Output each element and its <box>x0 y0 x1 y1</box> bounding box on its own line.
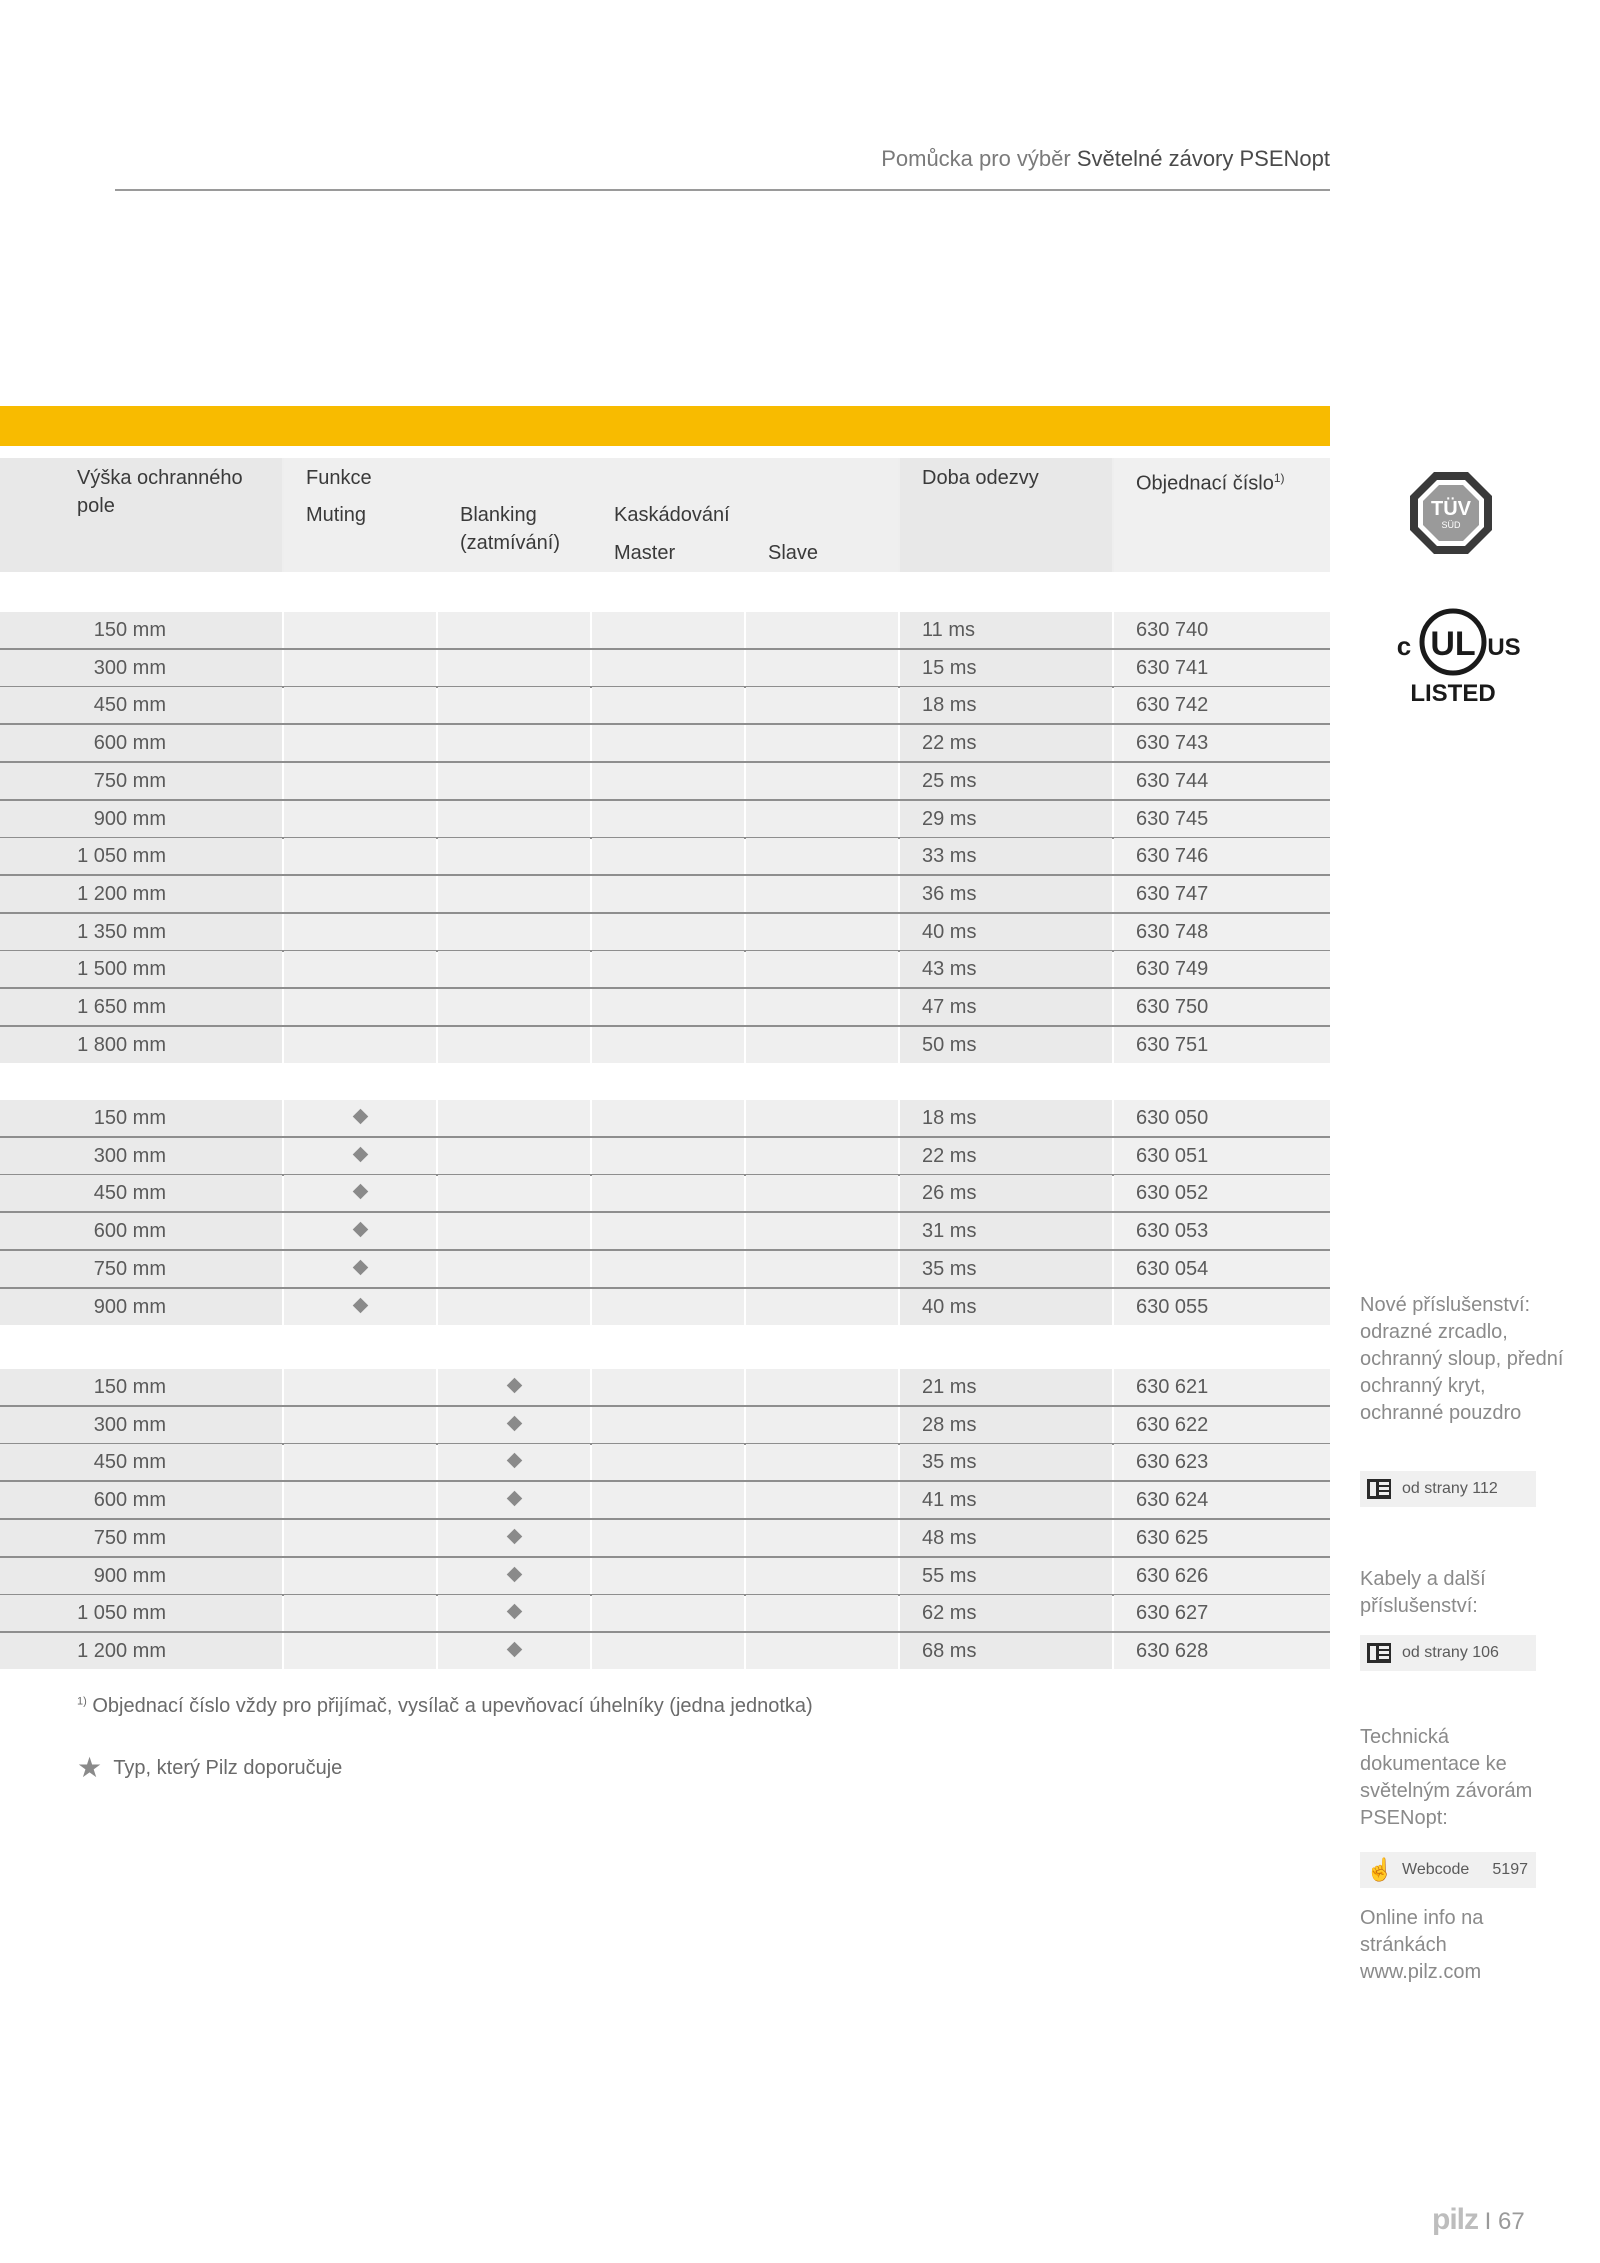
cell-blanking <box>438 763 590 799</box>
catalog-icon <box>1366 1641 1392 1665</box>
cell-response-time: 55 ms <box>900 1558 1112 1594</box>
cell-master <box>592 951 744 987</box>
cell-response-time: 35 ms <box>900 1251 1112 1287</box>
cell-height: 300 mm <box>0 1407 282 1443</box>
cell-height: 1 800 mm <box>0 1027 282 1063</box>
cell-order-number: 630 747 <box>1114 876 1330 912</box>
cell-blanking <box>438 1520 590 1556</box>
cell-blanking <box>438 1027 590 1063</box>
cell-height: 150 mm <box>0 612 282 648</box>
cell-master <box>592 1558 744 1594</box>
cell-blanking <box>438 1289 590 1325</box>
cell-height: 900 mm <box>0 1289 282 1325</box>
table-row <box>0 725 1330 761</box>
ul-us: US <box>1487 634 1521 661</box>
sidebar-accessories-text: Nové příslušenství: odrazné zrcadlo, ochranný sloup, přední ochranný kryt, ochranné pouzdro <box>1360 1294 1564 1424</box>
cell-height: 1 200 mm <box>0 1633 282 1669</box>
header-objednaci-sup: 1) <box>1273 471 1285 485</box>
webcode-value: 5197 <box>1492 1861 1528 1878</box>
cell-slave <box>746 1251 898 1287</box>
table-row <box>0 1027 1330 1063</box>
cell-blanking <box>438 1444 590 1480</box>
table-row <box>0 1520 1330 1556</box>
header-master: Master <box>614 542 676 564</box>
table-row <box>0 951 1330 987</box>
cell-height: 1 350 mm <box>0 914 282 950</box>
cables-ref-link[interactable] <box>1360 1635 1536 1671</box>
cell-response-time: 35 ms <box>900 1444 1112 1480</box>
cell-master <box>592 914 744 950</box>
cell-blanking <box>438 1558 590 1594</box>
cell-slave <box>746 1558 898 1594</box>
cell-master <box>592 687 744 723</box>
cell-order-number: 630 740 <box>1114 612 1330 648</box>
cell-muting <box>284 951 436 987</box>
header-rule <box>115 189 1330 191</box>
diamond-icon <box>506 1415 522 1431</box>
cell-height: 750 mm <box>0 1520 282 1556</box>
footnote-text: Objednací číslo vždy pro přijímač, vysílač a upevňovací úhelníky (jedna jednotka) <box>92 1695 813 1717</box>
cell-blanking <box>438 1213 590 1249</box>
cell-height: 1 650 mm <box>0 989 282 1025</box>
cell-muting <box>284 1138 436 1174</box>
cell-muting <box>284 650 436 686</box>
cell-response-time: 43 ms <box>900 951 1112 987</box>
cell-height: 1 500 mm <box>0 951 282 987</box>
tuv-line2: SÜD <box>1441 520 1461 530</box>
cell-order-number: 630 626 <box>1114 1558 1330 1594</box>
header-muting: Muting <box>306 504 367 526</box>
cables-ref-label: od strany 106 <box>1402 1644 1499 1661</box>
header-height: Výška ochranného pole <box>77 467 243 517</box>
diamond-icon <box>506 1604 522 1620</box>
cell-blanking <box>438 1407 590 1443</box>
table-row <box>0 838 1330 874</box>
cell-slave <box>746 1407 898 1443</box>
diamond-icon <box>506 1378 522 1394</box>
cell-blanking <box>438 1100 590 1136</box>
pilz-logo: pilz <box>1432 2203 1478 2236</box>
cell-muting <box>284 1633 436 1669</box>
cell-master <box>592 725 744 761</box>
cell-slave <box>746 763 898 799</box>
cell-slave <box>746 687 898 723</box>
cell-order-number: 630 627 <box>1114 1595 1330 1631</box>
cell-master <box>592 838 744 874</box>
diamond-icon <box>352 1109 368 1125</box>
cell-muting <box>284 876 436 912</box>
cell-master <box>592 1213 744 1249</box>
webcode-label: Webcode <box>1402 1861 1470 1878</box>
cell-response-time: 62 ms <box>900 1595 1112 1631</box>
diamond-icon <box>506 1642 522 1658</box>
cell-muting <box>284 801 436 837</box>
cell-height: 300 mm <box>0 1138 282 1174</box>
star-icon: ★ <box>77 1752 103 1783</box>
cell-order-number: 630 622 <box>1114 1407 1330 1443</box>
cell-master <box>592 1027 744 1063</box>
cell-response-time: 68 ms <box>900 1633 1112 1669</box>
cell-master <box>592 1289 744 1325</box>
webcode-link[interactable] <box>1360 1852 1536 1888</box>
table-row <box>0 989 1330 1025</box>
cell-order-number: 630 741 <box>1114 650 1330 686</box>
cell-height: 1 200 mm <box>0 876 282 912</box>
cell-master <box>592 801 744 837</box>
cell-order-number: 630 748 <box>1114 914 1330 950</box>
cell-master <box>592 650 744 686</box>
table-row <box>0 1251 1330 1287</box>
header-slave: Slave <box>768 542 819 564</box>
sidebar-docs-text: Technická dokumentace ke světelným závorám PSENopt: <box>1360 1726 1533 1829</box>
cell-response-time: 36 ms <box>900 876 1112 912</box>
diamond-icon <box>506 1453 522 1469</box>
cell-response-time: 15 ms <box>900 650 1112 686</box>
table-header <box>0 458 1330 572</box>
cell-slave <box>746 951 898 987</box>
cell-blanking <box>438 1175 590 1211</box>
cell-master <box>592 1251 744 1287</box>
cell-master <box>592 1407 744 1443</box>
tuv-sud-logo <box>1408 470 1494 556</box>
cell-order-number: 630 621 <box>1114 1369 1330 1405</box>
cell-master <box>592 1138 744 1174</box>
cell-muting <box>284 687 436 723</box>
cell-slave <box>746 989 898 1025</box>
cell-master <box>592 763 744 799</box>
cell-blanking <box>438 951 590 987</box>
sidebar-online-text: Online info na stránkách www.pilz.com <box>1360 1907 1484 1983</box>
cell-muting <box>284 914 436 950</box>
cell-slave <box>746 801 898 837</box>
catalog-icon <box>1366 1477 1392 1501</box>
cell-order-number: 630 624 <box>1114 1482 1330 1518</box>
page-footer <box>1432 2203 1525 2237</box>
cell-master <box>592 1369 744 1405</box>
cell-order-number: 630 749 <box>1114 951 1330 987</box>
cell-response-time: 50 ms <box>900 1027 1112 1063</box>
cell-blanking <box>438 876 590 912</box>
cell-blanking <box>438 1595 590 1631</box>
cell-blanking <box>438 1482 590 1518</box>
accessories-ref-label: od strany 112 <box>1402 1480 1498 1497</box>
cell-slave <box>746 1482 898 1518</box>
table-row <box>0 1444 1330 1480</box>
cell-muting <box>284 612 436 648</box>
cell-response-time: 40 ms <box>900 914 1112 950</box>
table-row <box>0 1138 1330 1174</box>
cell-muting <box>284 1213 436 1249</box>
cell-slave <box>746 914 898 950</box>
cell-order-number: 630 625 <box>1114 1520 1330 1556</box>
header-doba: Doba odezvy <box>922 467 1039 489</box>
cell-order-number: 630 744 <box>1114 763 1330 799</box>
footnote <box>77 1695 813 1718</box>
cell-slave <box>746 650 898 686</box>
cell-order-number: 630 054 <box>1114 1251 1330 1287</box>
cell-slave <box>746 1520 898 1556</box>
cell-order-number: 630 055 <box>1114 1289 1330 1325</box>
header-objednaci-label: Objednací číslo <box>1136 472 1274 495</box>
table-row <box>0 1407 1330 1443</box>
header-funkce: Funkce <box>306 467 372 489</box>
cell-order-number: 630 751 <box>1114 1027 1330 1063</box>
ul-c: c <box>1396 631 1412 661</box>
cell-muting <box>284 725 436 761</box>
cell-master <box>592 612 744 648</box>
cell-order-number: 630 623 <box>1114 1444 1330 1480</box>
cell-response-time: 41 ms <box>900 1482 1112 1518</box>
cell-muting <box>284 1027 436 1063</box>
cell-slave <box>746 838 898 874</box>
cell-master <box>592 1100 744 1136</box>
cell-response-time: 28 ms <box>900 1407 1112 1443</box>
diamond-icon <box>506 1491 522 1507</box>
table-row <box>0 801 1330 837</box>
cell-slave <box>746 1100 898 1136</box>
cell-slave <box>746 876 898 912</box>
cell-height: 750 mm <box>0 1251 282 1287</box>
cell-height: 900 mm <box>0 1558 282 1594</box>
diamond-icon <box>352 1184 368 1200</box>
diamond-icon <box>352 1297 368 1313</box>
cell-blanking <box>438 914 590 950</box>
ul-listed-logo <box>1390 607 1522 707</box>
cell-response-time: 48 ms <box>900 1520 1112 1556</box>
table-row <box>0 876 1330 912</box>
cell-height: 450 mm <box>0 1175 282 1211</box>
diamond-icon <box>352 1260 368 1276</box>
cell-slave <box>746 1289 898 1325</box>
table-row <box>0 1100 1330 1136</box>
cell-blanking <box>438 838 590 874</box>
cell-order-number: 630 053 <box>1114 1213 1330 1249</box>
cell-slave <box>746 612 898 648</box>
cell-slave <box>746 1595 898 1631</box>
cell-response-time: 26 ms <box>900 1175 1112 1211</box>
cell-order-number: 630 628 <box>1114 1633 1330 1669</box>
header-blanking: Blanking (zatmívání) <box>460 504 561 554</box>
cell-muting <box>284 1520 436 1556</box>
cell-slave <box>746 1213 898 1249</box>
cell-master <box>592 1520 744 1556</box>
ul-ul: UL <box>1430 625 1476 663</box>
cell-muting <box>284 1595 436 1631</box>
cell-master <box>592 876 744 912</box>
cell-master <box>592 989 744 1025</box>
cell-blanking <box>438 725 590 761</box>
cell-slave <box>746 1138 898 1174</box>
cell-height: 300 mm <box>0 650 282 686</box>
page-number: 67 <box>1498 2208 1525 2235</box>
tuv-line1: TÜV <box>1431 498 1471 520</box>
cell-slave <box>746 725 898 761</box>
diamond-icon <box>352 1146 368 1162</box>
cell-response-time: 22 ms <box>900 1138 1112 1174</box>
cell-height: 1 050 mm <box>0 838 282 874</box>
cell-blanking <box>438 1369 590 1405</box>
cell-height: 150 mm <box>0 1369 282 1405</box>
cell-muting <box>284 1482 436 1518</box>
legend <box>77 1748 342 1781</box>
cell-master <box>592 1633 744 1669</box>
cell-master <box>592 1175 744 1211</box>
cell-height: 150 mm <box>0 1100 282 1136</box>
header-title: Světelné závory PSENopt <box>1076 146 1330 171</box>
cell-order-number: 630 746 <box>1114 838 1330 874</box>
cell-blanking <box>438 801 590 837</box>
cell-muting <box>284 838 436 874</box>
pointing-hand-icon: ☝ <box>1366 1857 1394 1882</box>
table-row <box>0 687 1330 723</box>
cell-muting <box>284 1289 436 1325</box>
table-row <box>0 1633 1330 1669</box>
header-objednaci <box>1136 464 1285 498</box>
cell-height: 450 mm <box>0 687 282 723</box>
diamond-icon <box>506 1566 522 1582</box>
cell-order-number: 630 745 <box>1114 801 1330 837</box>
cell-height: 600 mm <box>0 725 282 761</box>
legend-text: Typ, který Pilz doporučuje <box>113 1757 343 1779</box>
table-row <box>0 1482 1330 1518</box>
table-row <box>0 612 1330 648</box>
cell-master <box>592 1444 744 1480</box>
footnote-sup: 1) <box>77 1695 87 1708</box>
table-row <box>0 650 1330 686</box>
table-row <box>0 1175 1330 1211</box>
cell-muting <box>284 1407 436 1443</box>
cell-muting <box>284 1444 436 1480</box>
page-header <box>115 146 1330 172</box>
cell-height: 600 mm <box>0 1213 282 1249</box>
cell-muting <box>284 1100 436 1136</box>
cell-height: 750 mm <box>0 763 282 799</box>
cell-muting <box>284 1175 436 1211</box>
cell-response-time: 47 ms <box>900 989 1112 1025</box>
cell-muting <box>284 1369 436 1405</box>
cell-muting <box>284 1251 436 1287</box>
cell-blanking <box>438 1633 590 1669</box>
cell-order-number: 630 051 <box>1114 1138 1330 1174</box>
cell-height: 900 mm <box>0 801 282 837</box>
cell-response-time: 29 ms <box>900 801 1112 837</box>
cell-response-time: 40 ms <box>900 1289 1112 1325</box>
cell-master <box>592 1482 744 1518</box>
cell-response-time: 31 ms <box>900 1213 1112 1249</box>
accent-bar <box>0 406 1330 446</box>
footer-separator: I <box>1484 2208 1492 2235</box>
cell-response-time: 11 ms <box>900 612 1112 648</box>
cell-muting <box>284 989 436 1025</box>
header-kaskadovani: Kaskádování <box>614 504 730 526</box>
cell-blanking <box>438 989 590 1025</box>
diamond-icon <box>506 1529 522 1545</box>
cell-slave <box>746 1369 898 1405</box>
table-row <box>0 914 1330 950</box>
cell-blanking <box>438 1138 590 1174</box>
cell-response-time: 33 ms <box>900 838 1112 874</box>
cell-height: 1 050 mm <box>0 1595 282 1631</box>
cell-order-number: 630 050 <box>1114 1100 1330 1136</box>
cell-response-time: 21 ms <box>900 1369 1112 1405</box>
table-row <box>0 1558 1330 1594</box>
cell-order-number: 630 742 <box>1114 687 1330 723</box>
cell-response-time: 18 ms <box>900 687 1112 723</box>
cell-order-number: 630 743 <box>1114 725 1330 761</box>
table-row <box>0 1213 1330 1249</box>
cell-blanking <box>438 1251 590 1287</box>
cell-slave <box>746 1633 898 1669</box>
cell-height: 450 mm <box>0 1444 282 1480</box>
table-row <box>0 1289 1330 1325</box>
table-row <box>0 763 1330 799</box>
ul-listed: LISTED <box>1410 680 1496 707</box>
cell-response-time: 18 ms <box>900 1100 1112 1136</box>
cell-response-time: 25 ms <box>900 763 1112 799</box>
cell-slave <box>746 1027 898 1063</box>
cell-blanking <box>438 650 590 686</box>
sidebar-cables-text: Kabely a další příslušenství: <box>1360 1568 1486 1617</box>
cell-height: 600 mm <box>0 1482 282 1518</box>
cell-muting <box>284 1558 436 1594</box>
cell-blanking <box>438 687 590 723</box>
cell-master <box>592 1595 744 1631</box>
table-row <box>0 1369 1330 1405</box>
table-row <box>0 1595 1330 1631</box>
cell-response-time: 22 ms <box>900 725 1112 761</box>
cell-slave <box>746 1175 898 1211</box>
diamond-icon <box>352 1222 368 1238</box>
cell-muting <box>284 763 436 799</box>
cell-blanking <box>438 612 590 648</box>
cell-order-number: 630 052 <box>1114 1175 1330 1211</box>
accessories-ref-link[interactable] <box>1360 1471 1536 1507</box>
cell-order-number: 630 750 <box>1114 989 1330 1025</box>
cell-slave <box>746 1444 898 1480</box>
header-prefix: Pomůcka pro výběr <box>881 146 1071 171</box>
